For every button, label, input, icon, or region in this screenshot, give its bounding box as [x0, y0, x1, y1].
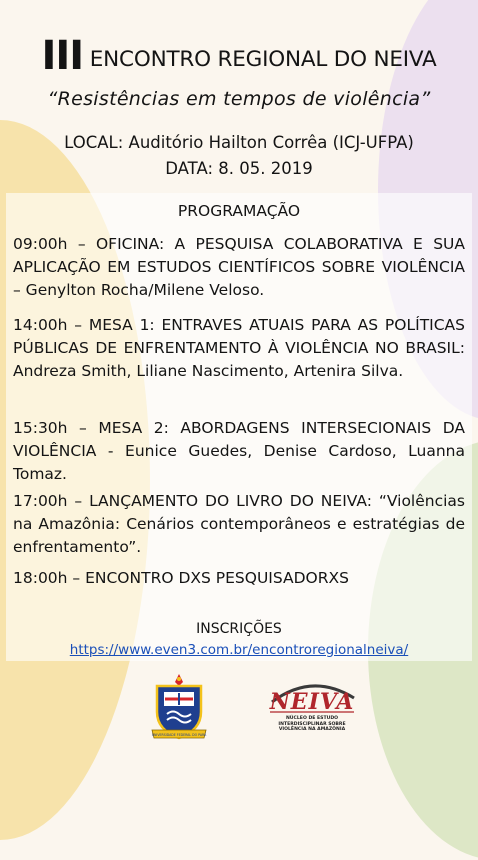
neiva-subtitle: NÚCLEO DE ESTUDO INTERDISCIPLINAR SOBRE VIOLÊNCIA NA AMAZÔNIA — [278, 716, 346, 733]
event-title — [0, 33, 478, 79]
program-item: 14:00h – MESA 1: ENTRAVES ATUAIS PARA AS POLÍTICAS PÚBLICAS DE ENFRENTAMENTO À VIOLÊNCIA NO BRASIL: Andreza Smith, Liliane Nascimento, Artenira Silva. — [13, 316, 465, 380]
registration-label: INSCRIÇÕES — [196, 621, 282, 637]
neiva-logo — [266, 680, 358, 742]
edition-number: III — [41, 33, 84, 79]
neiva-name: NEIVA — [269, 689, 355, 715]
registration-link[interactable]: https://www.even3.com.br/encontroregionalneiva/ — [69, 642, 409, 658]
program-item: 18:00h – ENCONTRO DXS PESQUISADORXS — [13, 569, 349, 587]
program-item: 15:30h – MESA 2: ABORDAGENS INTERSECIONAIS DA VIOLÊNCIA - Eunice Guedes, Denise Cardoso, Luanna Tomaz. — [13, 419, 465, 483]
event-date: DATA: 8. 05. 2019 — [165, 159, 313, 178]
event-name: ENCONTRO REGIONAL DO NEIVA — [89, 47, 437, 72]
ufpa-crest-logo — [146, 672, 212, 744]
program-item: 17:00h – LANÇAMENTO DO LIVRO DO NEIVA: “Violências na Amazônia: Cenários contemporâneos e estratégias de enfrentamento”. — [13, 492, 465, 556]
ufpa-motto-text: UNIVERSIDADE FEDERAL DO PARÁ — [151, 733, 207, 737]
program-item: 09:00h – OFICINA: A PESQUISA COLABORATIVA E SUA APLICAÇÃO EM ESTUDOS CIENTÍFICOS SOBRE VIOLÊNCIA – Genylton Rocha/Milene Veloso. — [13, 235, 465, 299]
event-location: LOCAL: Auditório Hailton Corrêa (ICJ-UFPA) — [64, 133, 414, 152]
program-heading: PROGRAMAÇÃO — [177, 202, 301, 220]
event-subtitle: “Resistências em tempos de violência” — [47, 88, 431, 110]
